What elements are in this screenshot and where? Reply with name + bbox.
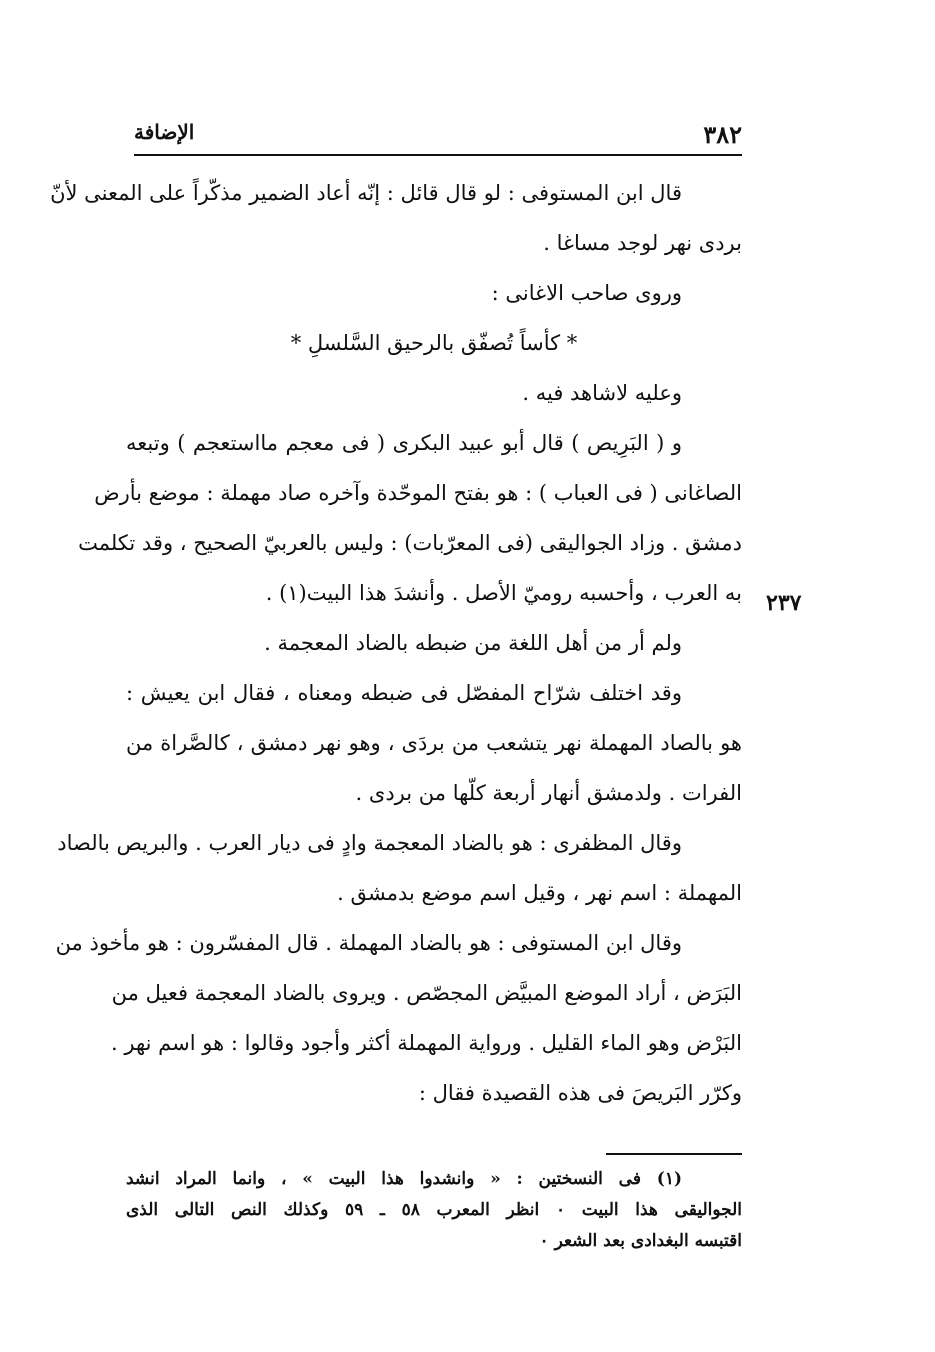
text-line: * كأساً تُصفّق بالرحيق السَّلسلِ * — [290, 331, 578, 355]
page-number: ٣٨٢ — [703, 120, 742, 149]
text-line: المهملة : اسم نهر ، وقيل اسم موضع بدمشق . — [337, 881, 742, 905]
running-title: الإضافة — [134, 120, 195, 144]
text-line: وروى صاحب الاغانى : — [491, 281, 682, 305]
text-line: وعليه لاشاهد فيه . — [522, 381, 682, 405]
text-line: ولم أر من أهل اللغة من ضبطه بالضاد المعجمة . — [264, 631, 682, 655]
body-text — [50, 168, 742, 1118]
text-line: البَرْض وهو الماء القليل . ورواية المهملة أكثر وأجود وقالوا : هو اسم نهر . — [111, 1031, 742, 1055]
text-line: قال ابن المستوفى : لو قال قائل : إنّه أعاد الضمير مذكّراً على المعنى لأنّ — [50, 181, 682, 205]
text-line: الفرات . ولدمشق أنهار أربعة كلّها من بردى . — [355, 781, 742, 805]
text-line: وقال المظفرى : هو بالضاد المعجمة وادٍ فى ديار العرب . والبريص بالصاد — [57, 831, 682, 855]
text-line: الصاغانى ( فى العباب ) : هو بفتح الموحّدة وآخره صاد مهملة : موضع بأرض — [94, 481, 742, 505]
footnote — [126, 1164, 742, 1257]
margin-verse-number: ٢٣٧ — [766, 590, 802, 616]
footnote-line: الجواليقى هذا البيت ٠ انظر المعرب ٥٨ ـ ٥٩ وكذلك النص التالى الذى — [126, 1200, 743, 1220]
text-line: و ( البَرِيص ) قال أبو عبيد البكرى ( فى معجم مااستعجم ) وتبعه — [126, 431, 682, 455]
running-header — [134, 112, 742, 156]
text-line: وقد اختلف شرّاح المفصّل فى ضبطه ومعناه ، فقال ابن يعيش : — [126, 681, 682, 705]
header-rule — [134, 154, 742, 156]
text-line: وكرّر البَريصَ فى هذه القصيدة فقال : — [418, 1081, 742, 1105]
text-line: به العرب ، وأحسبه روميّ الأصل . وأنشدَ هذا البيت(١) . — [265, 581, 742, 605]
text-line: بردى نهر لوجد مساغا . — [543, 231, 742, 255]
text-line: وقال ابن المستوفى : هو بالضاد المهملة . قال المفسّرون : هو مأخوذ من — [55, 931, 682, 955]
text-line: دمشق . وزاد الجواليقى (فى المعرّبات) : وليس بالعربيّ الصحيح ، وقد تكلمت — [78, 531, 742, 555]
footnote-separator — [606, 1153, 742, 1155]
footnote-line: (١) فى النسختين : « وانشدوا هذا البيت » ، وانما المراد انشد — [126, 1169, 682, 1189]
text-line: البَرَض ، أراد الموضع المبيَّض المجصّص . ويروى بالضاد المعجمة فعيل من — [111, 981, 742, 1005]
footnote-line: اقتبسه البغدادى بعد الشعر ٠ — [539, 1231, 742, 1251]
text-line: هو بالصاد المهملة نهر يتشعب من بردَى ، وهو نهر دمشق ، كالصَّراة من — [126, 731, 742, 755]
